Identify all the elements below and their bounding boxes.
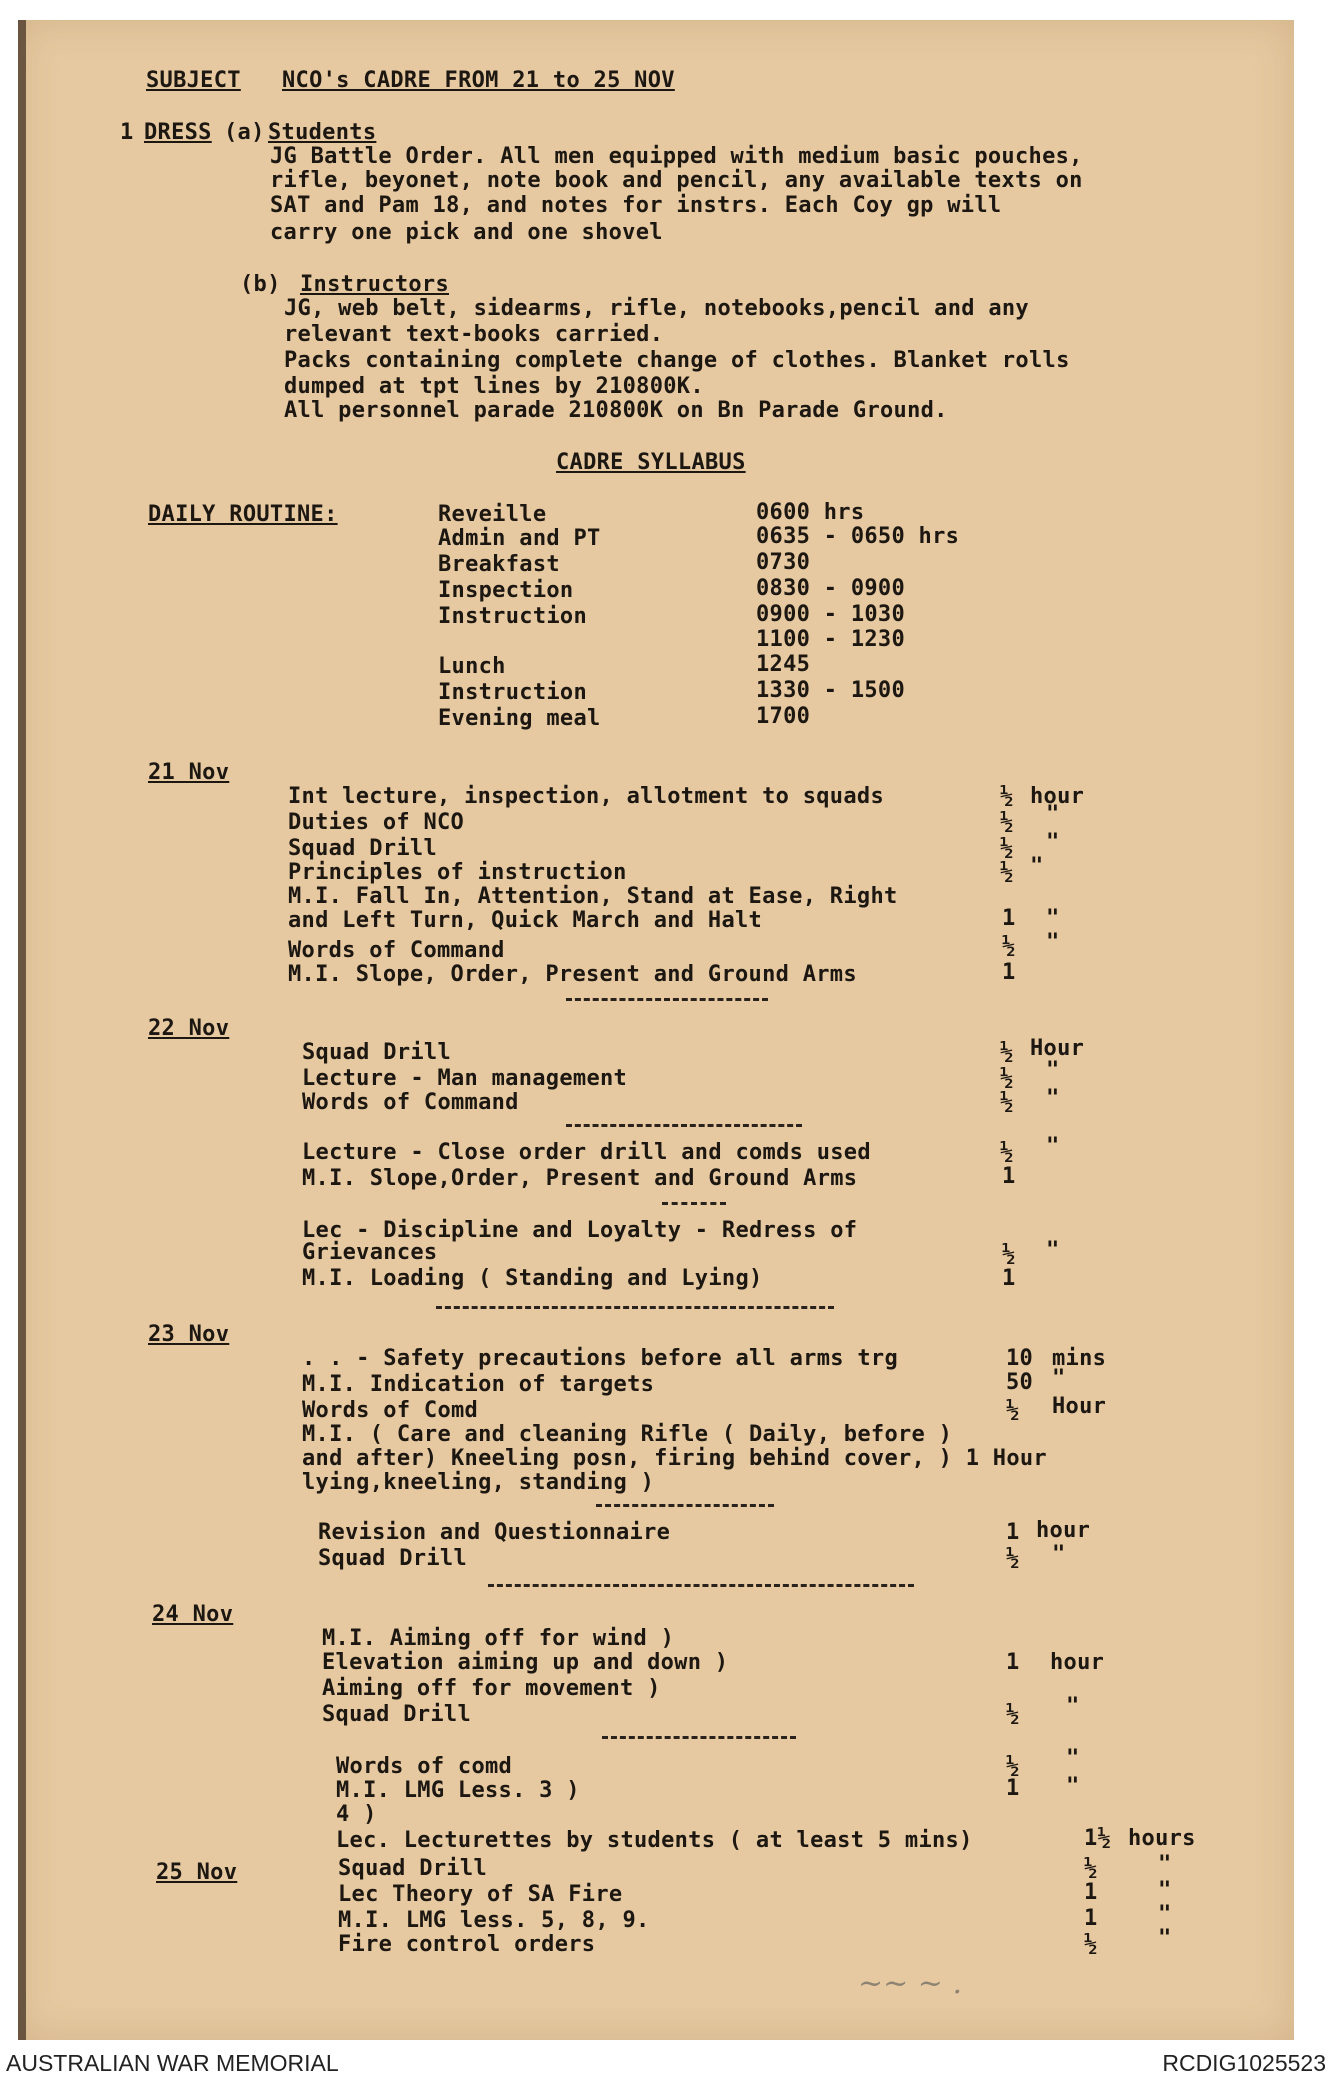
dress-a-line: JG Battle Order. All men equipped with medium basic pouches, bbox=[270, 144, 1083, 169]
syllabus-line: and Left Turn, Quick March and Halt bbox=[288, 908, 763, 933]
dress-a-title: Students bbox=[268, 120, 377, 145]
duration: ½ bbox=[1000, 810, 1014, 835]
duration: 50 bbox=[1006, 1370, 1034, 1395]
duration: ½ bbox=[1006, 1546, 1020, 1571]
duration: 1 bbox=[1084, 1906, 1098, 1931]
duration-unit: hour bbox=[1030, 784, 1085, 809]
duration-unit: " bbox=[1030, 854, 1044, 879]
syllabus-line: Fire control orders bbox=[338, 1932, 596, 1957]
dress-number: 1 bbox=[120, 120, 134, 145]
syllabus-line: M.I. ( Care and cleaning Rifle ( Daily, before ) bbox=[302, 1422, 953, 1447]
dress-b-marker: (b) bbox=[240, 272, 281, 297]
duration-unit: hour bbox=[1050, 1650, 1105, 1675]
syllabus-line: Words of Command bbox=[288, 938, 505, 963]
dress-b-line: dumped at tpt lines by 210800K. bbox=[284, 374, 704, 399]
duration-unit: " bbox=[1066, 1746, 1080, 1771]
divider bbox=[436, 1306, 834, 1309]
syllabus-title: CADRE SYLLABUS bbox=[556, 450, 746, 475]
syllabus-line: Lecture - Man management bbox=[302, 1066, 628, 1091]
day-date-21: 21 Nov bbox=[148, 760, 230, 785]
syllabus-line: Principles of instruction bbox=[288, 860, 627, 885]
duration-unit: " bbox=[1158, 1878, 1172, 1903]
duration-unit: " bbox=[1066, 1774, 1080, 1799]
duration-unit: " bbox=[1046, 830, 1060, 855]
duration: ½ bbox=[1000, 1066, 1014, 1091]
duration: ½ bbox=[1084, 1932, 1098, 1957]
duration: 1 bbox=[1006, 1776, 1020, 1801]
syllabus-line: Lecture - Close order drill and comds used bbox=[302, 1140, 871, 1165]
dress-b-line: All personnel parade 210800K on Bn Parade Ground. bbox=[284, 398, 948, 423]
routine-time: 0900 - 1030 bbox=[756, 602, 905, 627]
duration-unit: " bbox=[1158, 1852, 1172, 1877]
duration: ½ bbox=[1006, 1754, 1020, 1779]
dress-a-line: rifle, beyonet, note book and pencil, any available texts on bbox=[270, 168, 1083, 193]
routine-time: 1245 bbox=[756, 652, 811, 677]
daily-routine-label: DAILY ROUTINE: bbox=[148, 502, 338, 527]
duration-unit: " bbox=[1046, 906, 1060, 931]
duration-unit: " bbox=[1046, 802, 1060, 827]
syllabus-line: . . - Safety precautions before all arms trg bbox=[302, 1346, 898, 1371]
duration-unit: " bbox=[1052, 1542, 1066, 1567]
routine-activity: Admin and PT bbox=[438, 526, 601, 551]
duration: ½ bbox=[1000, 836, 1014, 861]
duration: 1 bbox=[1006, 1650, 1020, 1675]
dress-a-marker: (a) bbox=[224, 120, 265, 145]
syllabus-line: M.I. Slope, Order, Present and Ground Arms bbox=[288, 962, 857, 987]
syllabus-line: Aiming off for movement ) bbox=[322, 1676, 661, 1701]
routine-time: 0600 hrs bbox=[756, 500, 865, 525]
duration-unit: " bbox=[1066, 1694, 1080, 1719]
duration-unit: " bbox=[1158, 1902, 1172, 1927]
syllabus-line: Squad Drill bbox=[322, 1702, 471, 1727]
footer-record-id: RCDIG1025523 bbox=[1162, 2050, 1326, 2076]
duration: ½ bbox=[1006, 1398, 1020, 1423]
page-binding-edge bbox=[18, 20, 26, 2040]
dress-b-line: Packs containing complete change of clothes. Blanket rolls bbox=[284, 348, 1070, 373]
syllabus-line: Lec. Lecturettes by students ( at least 5 mins) bbox=[336, 1828, 973, 1853]
duration: 10 bbox=[1006, 1346, 1034, 1371]
duration-unit: " bbox=[1046, 1086, 1060, 1111]
syllabus-line: Lec - Discipline and Loyalty - Redress of bbox=[302, 1218, 858, 1243]
day-date-22: 22 Nov bbox=[148, 1016, 230, 1041]
duration: 1 bbox=[1002, 906, 1016, 931]
syllabus-line: and after) Kneeling posn, firing behind cover, ) 1 Hour bbox=[302, 1446, 1047, 1471]
duration: 1 bbox=[1002, 1164, 1016, 1189]
duration-unit: hours bbox=[1128, 1826, 1196, 1851]
day-date-24: 24 Nov bbox=[152, 1602, 234, 1627]
duration: ½ bbox=[1000, 784, 1014, 809]
syllabus-line: Int lecture, inspection, allotment to squads bbox=[288, 784, 884, 809]
syllabus-line: M.I. Indication of targets bbox=[302, 1372, 655, 1397]
routine-activity: Inspection bbox=[438, 578, 574, 603]
duration-unit: Hour bbox=[1052, 1394, 1107, 1419]
routine-time: 0730 bbox=[756, 550, 811, 575]
divider bbox=[596, 1504, 774, 1507]
syllabus-line: Squad Drill bbox=[302, 1040, 451, 1065]
syllabus-line: M.I. Slope,Order, Present and Ground Arms bbox=[302, 1166, 858, 1191]
syllabus-line: M.I. Fall In, Attention, Stand at Ease, Right bbox=[288, 884, 898, 909]
syllabus-line: Elevation aiming up and down ) bbox=[322, 1650, 729, 1675]
routine-activity: Reveille bbox=[438, 502, 547, 527]
syllabus-line: Grievances bbox=[302, 1240, 438, 1265]
divider bbox=[662, 1202, 726, 1205]
duration-unit: Hour bbox=[1030, 1036, 1085, 1061]
syllabus-line: 4 ) bbox=[336, 1802, 377, 1827]
syllabus-line: Squad Drill bbox=[318, 1546, 467, 1571]
routine-activity: Instruction bbox=[438, 604, 587, 629]
dress-a-line: carry one pick and one shovel bbox=[270, 220, 663, 245]
duration: ½ bbox=[1000, 1090, 1014, 1115]
routine-activity: Instruction bbox=[438, 680, 587, 705]
syllabus-line: M.I. LMG Less. 3 ) bbox=[336, 1778, 580, 1803]
syllabus-line: Words of Command bbox=[302, 1090, 519, 1115]
syllabus-line: M.I. LMG less. 5, 8, 9. bbox=[338, 1908, 650, 1933]
syllabus-line: Lec Theory of SA Fire bbox=[338, 1882, 623, 1907]
syllabus-line: lying,kneeling, standing ) bbox=[302, 1470, 655, 1495]
syllabus-line: Squad Drill bbox=[288, 836, 437, 861]
footer-institution: AUSTRALIAN WAR MEMORIAL bbox=[6, 2050, 339, 2076]
subject-label: SUBJECT bbox=[146, 68, 241, 93]
dress-b-line: relevant text-books carried. bbox=[284, 322, 664, 347]
dress-b-line: JG, web belt, sidearms, rifle, notebooks,pencil and any bbox=[284, 296, 1029, 321]
routine-time: 1700 bbox=[756, 704, 811, 729]
duration-unit: mins bbox=[1052, 1346, 1107, 1371]
syllabus-line: M.I. Aiming off for wind ) bbox=[322, 1626, 675, 1651]
syllabus-line: Revision and Questionnaire bbox=[318, 1520, 671, 1545]
duration-unit: " bbox=[1046, 1238, 1060, 1263]
duration: 1½ bbox=[1084, 1826, 1112, 1851]
routine-time: 0635 - 0650 hrs bbox=[756, 524, 960, 549]
divider bbox=[566, 1124, 802, 1127]
duration-unit: " bbox=[1046, 930, 1060, 955]
day-date-23: 23 Nov bbox=[148, 1322, 230, 1347]
divider bbox=[602, 1736, 796, 1739]
duration: ½ bbox=[1006, 1702, 1020, 1727]
duration: ½ bbox=[1002, 1242, 1016, 1267]
duration: ½ bbox=[1000, 1040, 1014, 1065]
dress-a-line: SAT and Pam 18, and notes for instrs. Each Coy gp will bbox=[270, 193, 1002, 218]
divider bbox=[488, 1584, 914, 1587]
duration: 1 bbox=[1084, 1880, 1098, 1905]
dress-b-title: Instructors bbox=[300, 272, 449, 297]
handwritten-mark: ~~ ~ . bbox=[858, 1966, 963, 2001]
duration: ½ bbox=[1000, 1140, 1014, 1165]
routine-activity: Evening meal bbox=[438, 706, 601, 731]
duration-unit: " bbox=[1046, 1134, 1060, 1159]
duration: ½ bbox=[1000, 860, 1014, 885]
routine-time: 1330 - 1500 bbox=[756, 678, 905, 703]
routine-activity: Breakfast bbox=[438, 552, 560, 577]
duration-unit: " bbox=[1158, 1926, 1172, 1951]
routine-time: 0830 - 0900 bbox=[756, 576, 905, 601]
duration: 1 bbox=[1002, 1266, 1016, 1291]
divider bbox=[566, 998, 768, 1001]
syllabus-line: Squad Drill bbox=[338, 1856, 487, 1881]
subject-text: NCO's CADRE FROM 21 to 25 NOV bbox=[282, 68, 675, 93]
syllabus-line: Duties of NCO bbox=[288, 810, 465, 835]
routine-activity: Lunch bbox=[438, 654, 506, 679]
routine-time: 1100 - 1230 bbox=[756, 627, 905, 652]
duration: 1 bbox=[1002, 960, 1016, 985]
duration: ½ bbox=[1002, 934, 1016, 959]
duration-unit: " bbox=[1046, 1058, 1060, 1083]
duration-unit: hour bbox=[1036, 1518, 1091, 1543]
day-date-25: 25 Nov bbox=[156, 1860, 238, 1885]
duration: 1 bbox=[1006, 1520, 1020, 1545]
syllabus-line: M.I. Loading ( Standing and Lying) bbox=[302, 1266, 763, 1291]
syllabus-line: Words of Comd bbox=[302, 1398, 479, 1423]
duration: ½ bbox=[1084, 1856, 1098, 1881]
dress-label: DRESS bbox=[144, 120, 212, 145]
duration-unit: " bbox=[1052, 1366, 1066, 1391]
syllabus-line: Words of comd bbox=[336, 1754, 513, 1779]
